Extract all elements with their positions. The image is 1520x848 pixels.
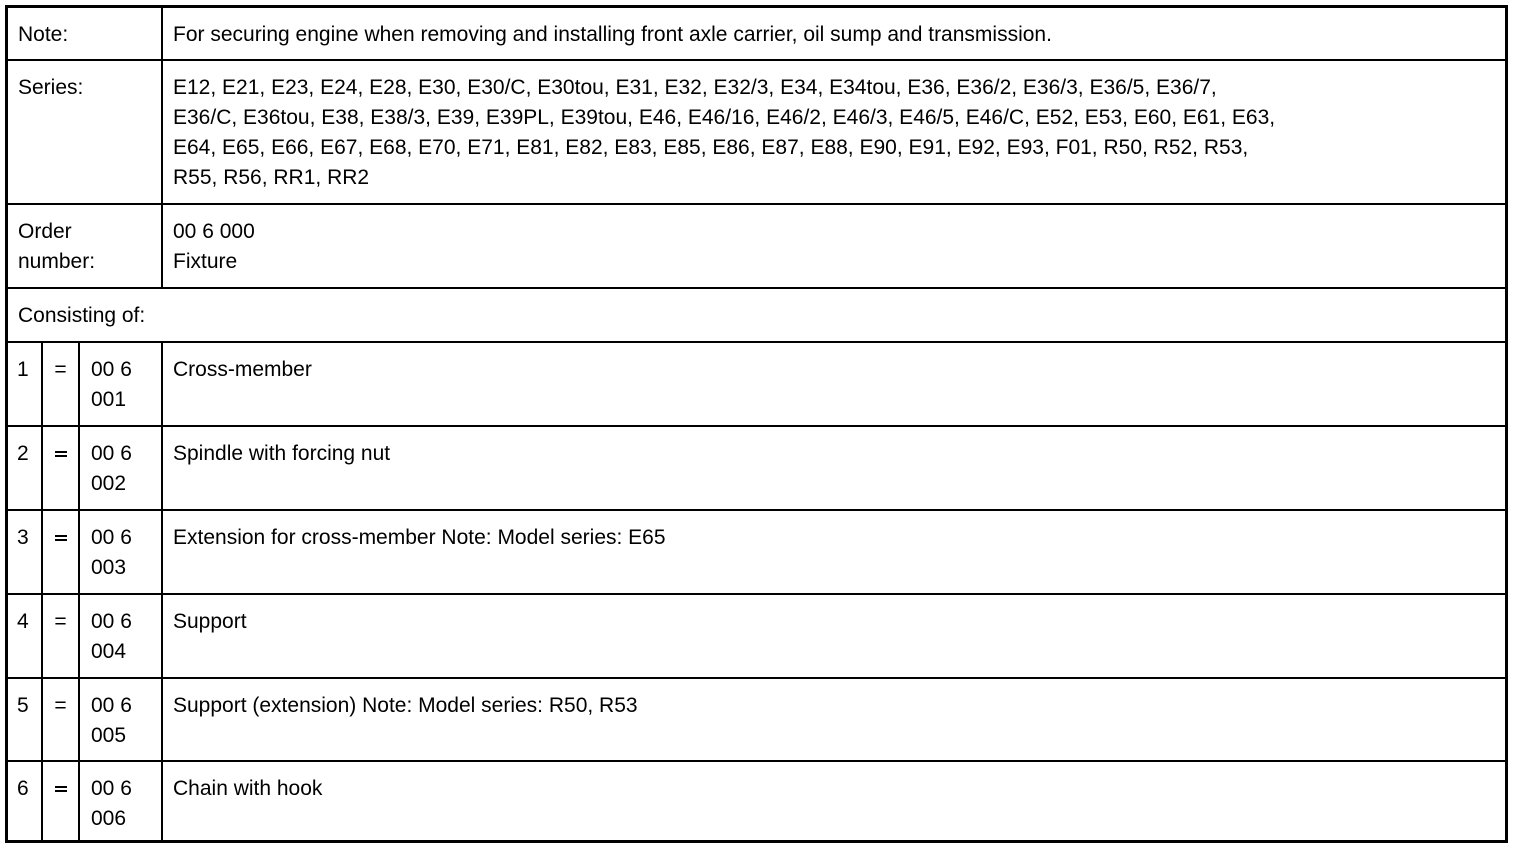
- part-description: Chain with hook: [173, 777, 323, 800]
- part-code-line1: 00 6: [91, 610, 132, 633]
- part-description: Cross-member: [173, 358, 312, 381]
- part-index: 5: [8, 679, 43, 760]
- part-description: Support (extension) Note: Model series: R50, R53: [173, 694, 638, 717]
- series-list: [163, 61, 1505, 203]
- part-index: 1: [8, 343, 43, 425]
- part-code: [80, 511, 163, 593]
- part-separator: [43, 762, 80, 840]
- part-code-line2: 001: [91, 388, 127, 411]
- part-code-line2: 006: [91, 807, 127, 830]
- order-value: [163, 205, 1505, 287]
- part-code-line1: 00 6: [91, 694, 132, 717]
- series-label: Series:: [8, 61, 163, 203]
- note-label: Note:: [8, 8, 163, 59]
- part-description: Extension for cross-member Note: Model series: E65: [173, 526, 666, 549]
- tool-info-table: [5, 5, 1508, 843]
- part-index: 3: [8, 511, 43, 593]
- part-code: [80, 343, 163, 425]
- part-separator: [43, 427, 80, 509]
- note-row: [8, 8, 1505, 61]
- note-text: For securing engine when removing and installing front axle carrier, oil sump and transmission.: [173, 23, 1052, 46]
- consisting-row: [8, 289, 1505, 343]
- part-separator: =: [43, 343, 80, 425]
- part-separator: =: [43, 595, 80, 677]
- part-description: Spindle with forcing nut: [173, 442, 391, 465]
- part-row: [8, 679, 1505, 762]
- part-code-line1: 00 6: [91, 358, 132, 381]
- series-line: R55, R56, RR1, RR2: [173, 166, 370, 189]
- order-label-line2: number:: [18, 250, 96, 273]
- order-row: [8, 205, 1505, 289]
- part-code-line2: 002: [91, 472, 127, 495]
- part-code-line1: 00 6: [91, 526, 132, 549]
- part-code-line1: 00 6: [91, 777, 132, 800]
- part-code-line1: 00 6: [91, 442, 132, 465]
- equals-sign-icon: [55, 451, 67, 457]
- part-code-line2: 004: [91, 640, 127, 663]
- part-code-line2: 003: [91, 556, 127, 579]
- series-line: E12, E21, E23, E24, E28, E30, E30/C, E30tou, E31, E32, E32/3, E34, E34tou, E36, E36/2, E36/3, E36/5, E36/7,: [173, 76, 1217, 99]
- part-code: [80, 595, 163, 677]
- consisting-label: Consisting of:: [18, 304, 146, 327]
- part-code-line2: 005: [91, 724, 127, 747]
- part-row: [8, 343, 1505, 427]
- part-description: Support: [173, 610, 247, 633]
- part-code: [80, 762, 163, 840]
- part-separator: [43, 511, 80, 593]
- part-index: 2: [8, 427, 43, 509]
- equals-sign-icon: [55, 786, 67, 792]
- part-index: 4: [8, 595, 43, 677]
- series-row: [8, 61, 1505, 205]
- part-index: 6: [8, 762, 43, 840]
- part-code: [80, 427, 163, 509]
- order-name: Fixture: [173, 250, 238, 273]
- series-line: E36/C, E36tou, E38, E38/3, E39, E39PL, E39tou, E46, E46/16, E46/2, E46/3, E46/5, E46/C, E52, E53, E60, E61, E63,: [173, 106, 1276, 129]
- part-separator: =: [43, 679, 80, 760]
- part-code: [80, 679, 163, 760]
- part-row: [8, 595, 1505, 679]
- order-label: [8, 205, 163, 287]
- part-row: [8, 427, 1505, 511]
- series-line: E64, E65, E66, E67, E68, E70, E71, E81, E82, E83, E85, E86, E87, E88, E90, E91, E92, E93, F01, R50, R52, R53,: [173, 136, 1249, 159]
- equals-sign-icon: [55, 535, 67, 541]
- part-row: [8, 762, 1505, 840]
- order-number: 00 6 000: [173, 220, 255, 243]
- part-row: [8, 511, 1505, 595]
- order-label-line1: Order: [18, 220, 72, 243]
